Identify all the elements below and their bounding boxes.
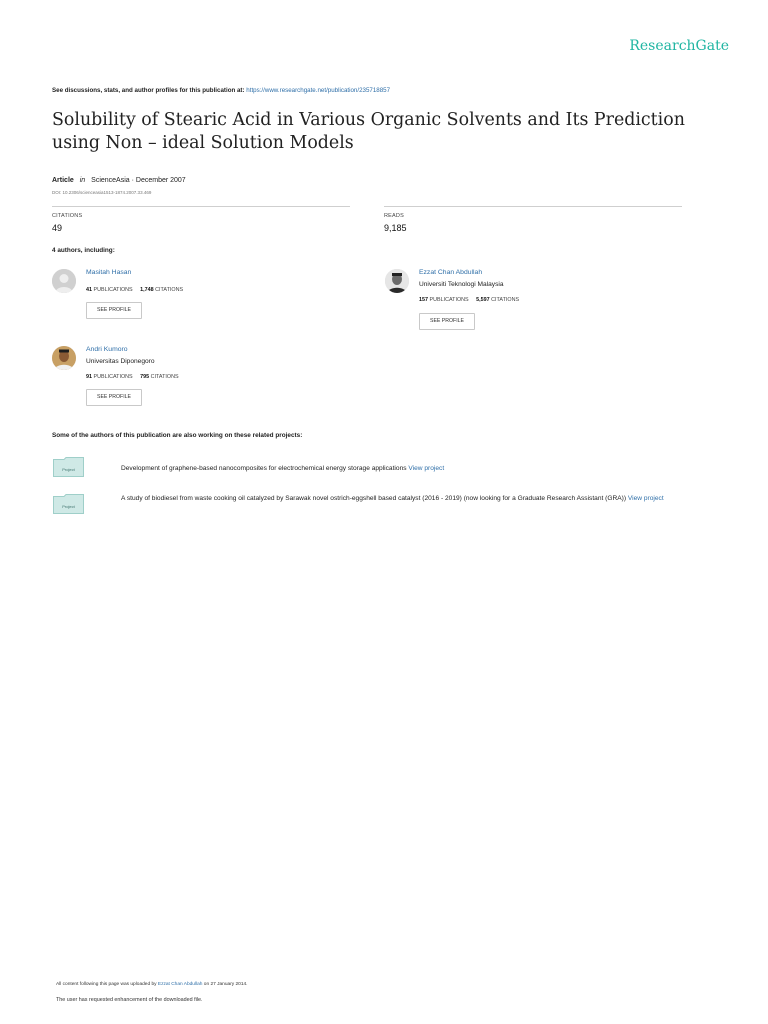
see-profile-button[interactable]: SEE PROFILE (419, 313, 475, 330)
avatar-andri-kumoro[interactable] (52, 346, 76, 370)
project-title: Development of graphene-based nanocomposites for electrochemical energy storage applications (121, 465, 407, 472)
upload-prefix: All content following this page was uploaded by (56, 982, 157, 987)
reads-label: READS (384, 213, 404, 219)
author-stats (86, 287, 183, 293)
citation-count: 5,597 (476, 297, 490, 303)
citations-label: CITATIONS (52, 213, 83, 219)
author-name-andri-kumoro[interactable]: Andri Kumoro (86, 346, 128, 353)
see-profile-button[interactable]: SEE PROFILE (86, 302, 142, 319)
author-institution[interactable]: Universitas Diponegoro (86, 358, 155, 365)
avatar-placeholder[interactable] (52, 269, 76, 293)
publication-count: 91 (86, 374, 92, 380)
publication-url-link[interactable]: https://www.researchgate.net/publication/235718857 (246, 87, 391, 94)
author-stats (419, 297, 519, 303)
authors-header: 4 authors, including: (52, 247, 115, 254)
author-institution[interactable]: Universiti Teknologi Malaysia (419, 281, 504, 288)
project-badge-text: Project (62, 504, 75, 509)
default-user-icon (52, 269, 76, 293)
reads-divider (384, 206, 682, 207)
discussion-text: See discussions, stats, and author profiles for this publication at: (52, 87, 245, 94)
publication-count: 41 (86, 287, 92, 293)
view-project-link[interactable]: View project (627, 495, 664, 502)
author-photo-icon (385, 269, 409, 293)
project-description (121, 492, 711, 505)
project-folder-icon[interactable] (53, 494, 84, 514)
citations-count: 49 (52, 223, 63, 233)
project-description (121, 462, 711, 475)
publication-meta (52, 177, 186, 184)
uploader-link[interactable]: Ezzat Chan Abdullah (157, 982, 203, 987)
author-name-ezzat-chan-abdullah[interactable]: Ezzat Chan Abdullah (419, 269, 483, 276)
reads-count: 9,185 (384, 223, 407, 233)
project-folder-icon[interactable] (53, 457, 84, 477)
meta-in: in (79, 177, 86, 184)
see-profile-button[interactable]: SEE PROFILE (86, 389, 142, 406)
researchgate-logo[interactable]: ResearchGate (629, 38, 729, 54)
related-projects-header: Some of the authors of this publication are also working on these related projects: (52, 432, 303, 439)
citation-count: 1,748 (140, 287, 154, 293)
publications-label: PUBLICATIONS (93, 287, 133, 293)
publications-label: PUBLICATIONS (93, 374, 133, 380)
upload-note (56, 982, 248, 987)
upload-suffix: on 27 January 2014. (203, 982, 248, 987)
project-title: A study of biodiesel from waste cooking oil catalyzed by Sarawak novel ostrich-eggshell based catalyst (2016 - 2019) (now looking for a Graduate Research Assistant (GRA)) (121, 495, 627, 502)
author-photo-icon (52, 346, 76, 370)
citations-divider (52, 206, 350, 207)
publication-title: Solubility of Stearic Acid in Various Organic Solvents and Its Prediction using Non – ideal Solution Models (52, 110, 685, 153)
publication-count: 157 (419, 297, 428, 303)
author-name-masitah-hasan[interactable]: Masitah Hasan (86, 269, 132, 276)
author-stats (86, 374, 179, 380)
journal-date: ScienceAsia · December 2007 (91, 177, 186, 184)
citations-label: CITATIONS (155, 287, 184, 293)
enhancement-note: The user has requested enhancement of the downloaded file. (56, 997, 203, 1003)
citations-label: CITATIONS (150, 374, 179, 380)
citations-label: CITATIONS (491, 297, 520, 303)
citation-count: 795 (140, 374, 150, 380)
discussion-line (52, 87, 390, 94)
doi: DOI: 10.2306/scienceasia1513-1874.2007.33.469 (52, 190, 152, 195)
publication-type: Article (52, 177, 74, 184)
project-badge-text: Project (62, 467, 75, 472)
publications-label: PUBLICATIONS (429, 297, 469, 303)
avatar-ezzat-chan-abdullah[interactable] (385, 269, 409, 293)
view-project-link[interactable]: View project (408, 465, 445, 472)
